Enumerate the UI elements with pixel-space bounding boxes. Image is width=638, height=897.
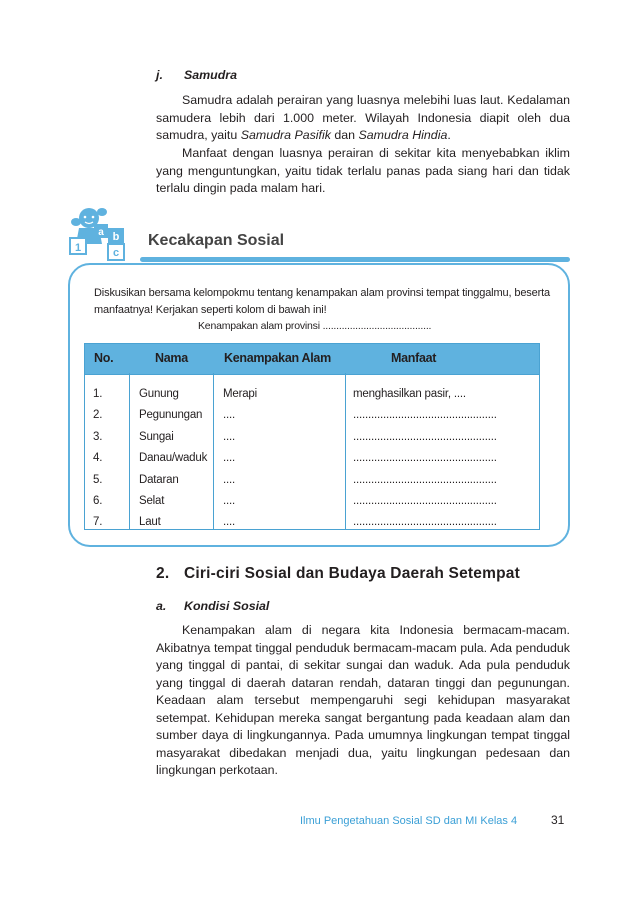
samudra-p1-end: . (447, 128, 451, 142)
cell-no: 5. (93, 473, 103, 486)
kecakapan-instruction: Diskusikan bersama kelompokmu tentang kenampakan alam provinsi tempat tinggalmu, beserta manfaatnya! Kerjakan seperti kolom di bawah ini! (94, 287, 550, 316)
cell-manfaat: ................................................ (353, 430, 497, 443)
column-divider (213, 373, 214, 529)
province-fill-line: Kenampakan alam provinsi ........................................ (198, 320, 432, 332)
cell-kenampakan: .... (223, 495, 235, 508)
cell-nama: Sungai (139, 430, 174, 443)
heading-rule (140, 255, 570, 264)
section-2-title: Ciri-ciri Sosial dan Budaya Daerah Setempat (184, 565, 520, 582)
cell-no: 7. (93, 516, 103, 529)
column-nama (139, 384, 207, 534)
kondisi-letter: a. (156, 599, 167, 613)
cell-manfaat: menghasilkan pasir, .... (353, 388, 466, 400)
section-2-heading (156, 565, 520, 583)
mascot-letter-c: c (112, 247, 120, 259)
column-no (93, 384, 102, 534)
cell-kenampakan: .... (223, 409, 235, 422)
table-body (84, 373, 540, 530)
cell-no: 1. (93, 388, 103, 400)
column-kenampakan (223, 384, 257, 534)
page-number: 31 (551, 813, 565, 827)
cell-kenampakan: .... (223, 430, 235, 443)
samudra-letter: j. (156, 68, 163, 82)
header-manfaat: Manfaat (391, 351, 437, 365)
samudra-pasifik-term: Samudra Pasifik (240, 128, 331, 142)
mascot-letter-a: a (98, 227, 104, 238)
samudra-title: Samudra (184, 68, 238, 82)
samudra-paragraph-1 (156, 92, 570, 145)
kondisi-sosial-heading (156, 599, 269, 613)
cell-no: 6. (93, 495, 103, 508)
cell-kenampakan: .... (223, 473, 235, 486)
header-kenampakan: Kenampakan Alam (224, 351, 331, 365)
footer-book-title: Ilmu Pengetahuan Sosial SD dan MI Kelas 4 (300, 815, 518, 827)
cell-nama: Pegunungan (139, 409, 203, 422)
column-manfaat (353, 384, 497, 534)
cell-nama: Selat (139, 495, 165, 508)
column-divider (345, 373, 346, 529)
cell-manfaat: ................................................ (353, 495, 497, 508)
cell-kenampakan: .... (223, 516, 235, 529)
mascot-number: 1 (74, 242, 82, 254)
table-header (84, 343, 540, 375)
samudra-heading (156, 68, 237, 82)
cell-nama: Dataran (139, 473, 179, 486)
cell-manfaat: ................................................ (353, 473, 497, 486)
mascot-letter-b: b (112, 231, 120, 243)
header-no: No. (94, 351, 114, 365)
samudra-p1-text: Samudra adalah perairan yang luasnya melebihi luas laut. Kedalaman samudera lebih dari 1.000 meter. Wilayah Indonesia diapit oleh dua samudra, yaitu (156, 93, 570, 142)
header-nama: Nama (155, 351, 188, 365)
cell-nama: Laut (139, 516, 161, 529)
samudra-p1-dan: dan (330, 128, 359, 142)
cell-no: 3. (93, 430, 103, 443)
cell-no: 2. (93, 409, 103, 422)
kondisi-sosial-paragraph: Kenampakan alam di negara kita Indonesia bermacam-macam. Akibatnya tempat tinggal penduduk bermacam-macam pula. Ada penduduk yang tinggal di pantai, di sekitar sungai dan waduk. Ada pula penduduk yang tinggal di daerah dataran rendah, dataran tinggi dan pegunungan. Keadaan alam tersebut mempengaruhi segi kehidupan masyarakat setempat. Kehidupan mereka sangat bergantung pada keadaan alam dan sumber daya di lingkungannya. Pada umumnya lingkungan tempat tinggal masyarakat dibedakan menjadi dua, yaitu lingkungan pedesaan dan lingkungan perkotaan. (156, 623, 570, 777)
cell-no: 4. (93, 452, 103, 465)
cell-manfaat: ................................................ (353, 452, 497, 465)
column-divider (129, 373, 130, 529)
cell-manfaat: ................................................ (353, 409, 497, 422)
kondisi-title: Kondisi Sosial (184, 599, 270, 613)
kecakapan-sosial-title: Kecakapan Sosial (148, 232, 285, 249)
samudra-hindia-term: Samudra Hindia (358, 128, 448, 142)
cell-nama: Danau/waduk (139, 452, 208, 465)
child-with-letter-blocks-icon (64, 200, 136, 264)
cell-kenampakan: .... (223, 452, 235, 465)
section-2-number: 2. (156, 565, 170, 582)
cell-kenampakan: Merapi (223, 388, 257, 400)
samudra-paragraph-2: Manfaat dengan luasnya perairan di sekitar kita menyebabkan iklim yang menguntungkan, yaitu tidak terlalu panas pada siang hari dan tidak terlalu dingin pada malam hari. (156, 146, 570, 195)
cell-nama: Gunung (139, 388, 179, 400)
cell-manfaat: ................................................ (353, 516, 497, 529)
